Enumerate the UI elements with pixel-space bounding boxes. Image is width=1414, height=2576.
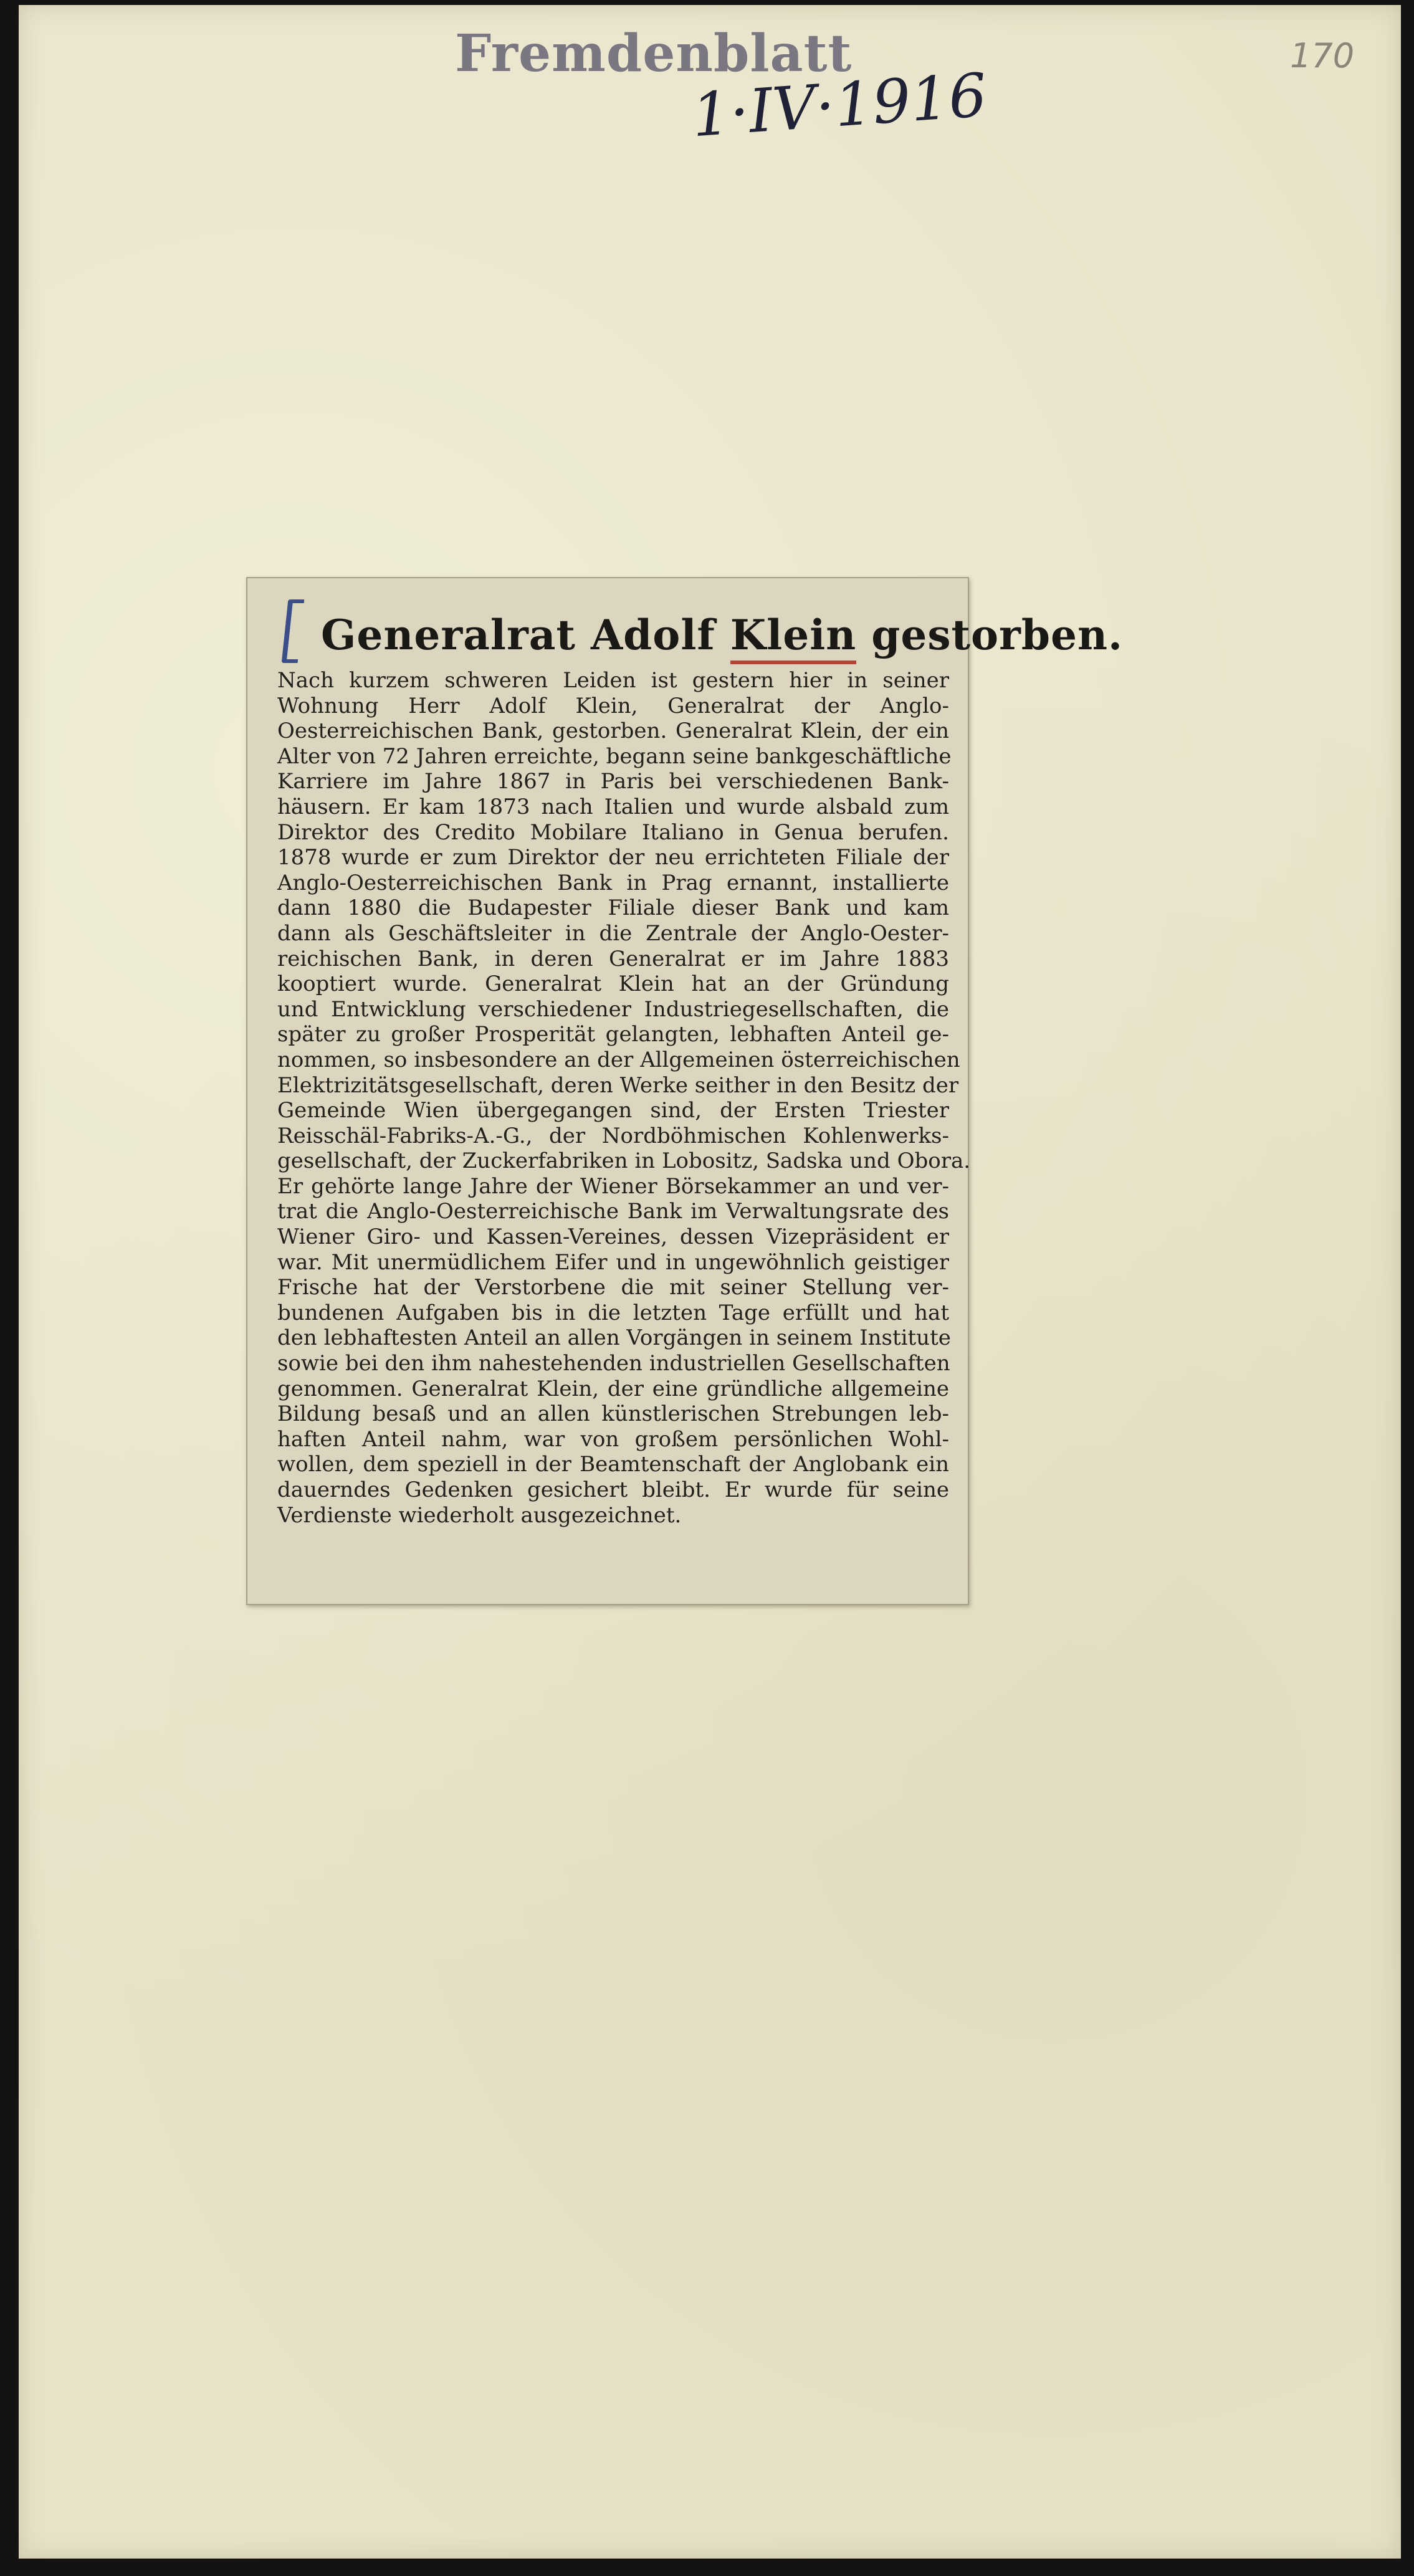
article-line: war. Mit unermüdlichem Eifer und in ungewöhnlich geistiger — [277, 1249, 949, 1275]
article-line: haften Anteil nahm, war von großem persönlichen Wohl- — [277, 1426, 949, 1452]
article-line: trat die Anglo-Oesterreichische Bank im Verwaltungsrate des — [277, 1199, 949, 1224]
article-line: den lebhaftesten Anteil an allen Vorgängen in seinem Institute — [277, 1325, 951, 1351]
article-line: und Entwicklung verschiedener Industriegesellschaften, die — [277, 996, 949, 1022]
article-line: dauerndes Gedenken gesichert bleibt. Er wurde für seine — [277, 1477, 949, 1502]
article-line: nommen, so insbesondere an der Allgemeinen österreichischen — [277, 1047, 960, 1072]
headline-underlined-name: Klein — [730, 611, 856, 664]
article-line: Alter von 72 Jahren erreichte, begann seine bankgeschäftliche — [277, 743, 952, 769]
handwritten-date: 1·IV·1916 — [689, 60, 990, 151]
article-line: bundenen Aufgaben bis in die letzten Tage erfüllt und hat — [277, 1300, 949, 1325]
article-line: Wohnung Herr Adolf Klein, Generalrat der Anglo- — [277, 693, 949, 718]
article-line: später zu großer Prosperität gelangten, lebhaften Anteil ge- — [277, 1022, 949, 1047]
article-line: Nach kurzem schweren Leiden ist gestern hier in seiner — [277, 668, 949, 693]
article-line: Wiener Giro- und Kassen-Vereines, dessen Vizepräsident er — [277, 1224, 949, 1250]
headline-part-1: Generalrat Adolf — [321, 611, 715, 659]
article-body — [277, 668, 971, 1528]
archive-sheet — [19, 5, 1401, 2559]
article-line: Gemeinde Wien übergegangen sind, der Ersten Triester — [277, 1098, 949, 1123]
article-line: Direktor des Credito Mobilare Italiano in Genua berufen. — [277, 819, 949, 845]
blue-bracket-mark — [282, 599, 305, 663]
article-line: Er gehörte lange Jahre der Wiener Börsekammer an und ver- — [277, 1173, 949, 1199]
article-line: wollen, dem speziell in der Beamtenschaft der Anglobank ein — [277, 1452, 949, 1477]
article-line: Reisschäl-Fabriks-A.-G., der Nordböhmischen Kohlenwerks- — [277, 1123, 949, 1148]
article-line: dann 1880 die Budapester Filiale dieser Bank und kam — [277, 895, 949, 921]
article-line: sowie bei den ihm nahestehenden industriellen Gesellschaften — [277, 1351, 950, 1376]
article-line: kooptiert wurde. Generalrat Klein hat an der Gründung — [277, 971, 949, 997]
article-line: dann als Geschäftsleiter in die Zentrale der Anglo-Oester- — [277, 920, 949, 946]
article-line: reichischen Bank, in deren Generalrat er im Jahre 1883 — [277, 946, 949, 971]
article-line: Frische hat der Verstorbene die mit seiner Stellung ver- — [277, 1275, 949, 1300]
article-headline — [321, 611, 1123, 659]
article-line: häusern. Er kam 1873 nach Italien und wurde alsbald zum — [277, 794, 949, 819]
article-line: Elektrizitätsgesellschaft, deren Werke seither in den Besitz der — [277, 1072, 959, 1098]
page-number: 170 — [1290, 36, 1355, 75]
article-line: Anglo-Oesterreichischen Bank in Prag ernannt, installierte — [277, 870, 949, 895]
article-line: Verdienste wiederholt ausgezeichnet. — [277, 1502, 682, 1528]
article-line: Karriere im Jahre 1867 in Paris bei verschiedenen Bank- — [277, 769, 949, 794]
article-line: gesellschaft, der Zuckerfabriken in Lobositz, Sadska und Obora. — [277, 1148, 971, 1174]
article-line: 1878 wurde er zum Direktor der neu errichteten Filiale der — [277, 845, 949, 871]
newspaper-stamp: Fremdenblatt — [455, 24, 853, 83]
newspaper-clipping — [246, 577, 1123, 1605]
article-line: genommen. Generalrat Klein, der eine gründliche allgemeine — [277, 1376, 949, 1401]
headline-part-3: gestorben. — [871, 611, 1123, 659]
article-line: Oesterreichischen Bank, gestorben. Generalrat Klein, der ein — [277, 718, 949, 744]
article-line: Bildung besaß und an allen künstlerischen Strebungen leb- — [277, 1401, 949, 1427]
